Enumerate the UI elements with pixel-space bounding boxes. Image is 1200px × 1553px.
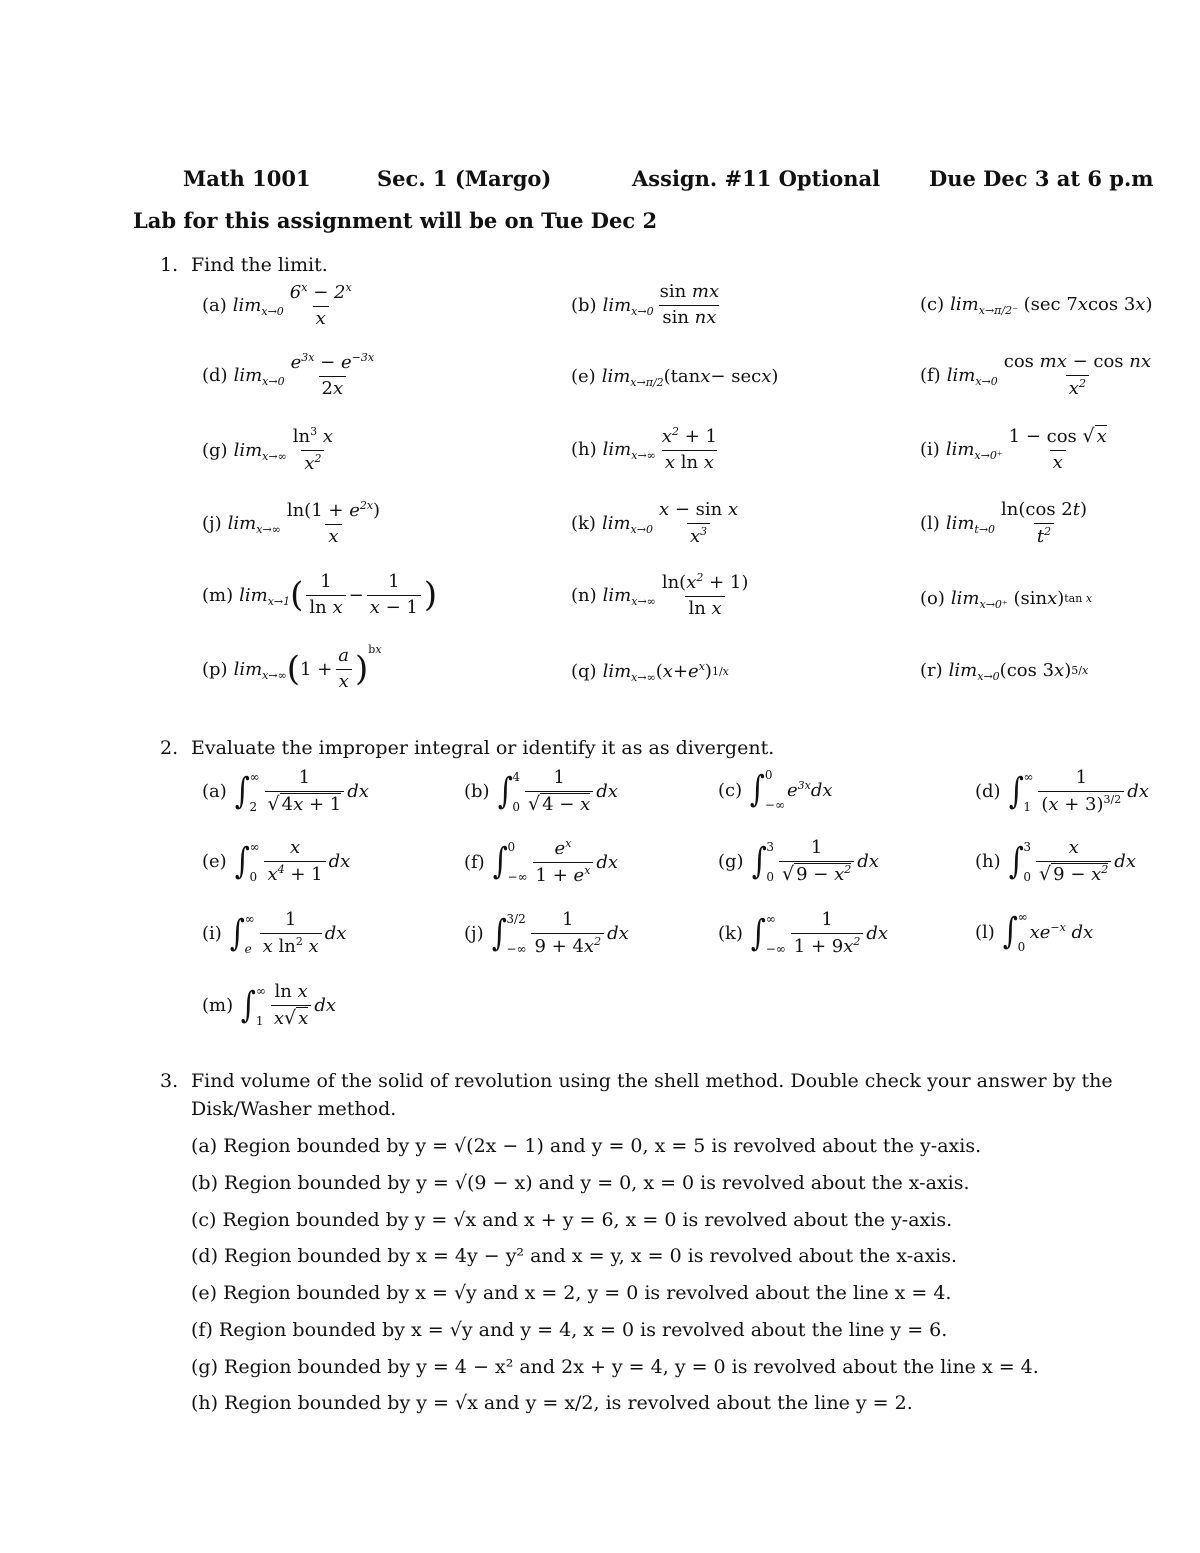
q1-part-c: (c) lim x→π/2⁻ (sec 7 x cos 3 x ) [920, 294, 1153, 317]
q1-part-h: (h) lim x→∞ $\frac{x^2 + 1}{\text{x ln x}}$ [571, 425, 717, 473]
q1-part-e: (e) lim x→π/2 (tan x − sec x ) [571, 366, 779, 389]
q3-number: 3. [160, 1070, 179, 1092]
q1-prompt: Find the limit. [191, 254, 328, 276]
q2-part-d: (d) ∫ ∞ 1 $\frac{1}{(x + 3)^{3/2}}$ dx [975, 767, 1149, 815]
q1-part-r: (r) lim x→0 (cos 3 x ) 5/x [920, 660, 1089, 683]
q3-part-a: (a) Region bounded by y = √(2x − 1) and y = 0, x = 5 is revolved about the y-axis. [191, 1135, 982, 1157]
q3-part-d: (d) Region bounded by x = 4y − y² and x = y, x = 0 is revolved about the x-axis. [191, 1245, 958, 1267]
q2-part-f: (f) ∫ 0 −∞ $\frac{e^x}{1 + e^x}$ dx [464, 837, 619, 886]
q1-part-f: (f) lim x→0 $\frac{\text{cos mx − cos nx}}{x^2}$ [920, 351, 1152, 399]
q2-prompt: Evaluate the improper integral or identify it as as divergent. [191, 737, 775, 759]
q1-part-p: (p) lim x→∞ ( 1 + $\frac{a}{x}$ ) $^{bx}$ [202, 642, 382, 692]
q2-part-g: (g) ∫ 3 0 $\frac{1}{√ 9 - x^2}$ dx [718, 837, 879, 885]
q2-part-h: (h) ∫ 3 0 $\frac{x}{√ 9 - x^2}$ dx [975, 837, 1136, 885]
q1-part-d: (d) lim x→0 $\frac{e^{3x} - e^{-3x}}{2x}$ [202, 351, 375, 399]
q1-part-l: (l) lim t→0 $\frac{\ln(\cos 2t)}{t^2}$ [920, 499, 1088, 547]
q3-part-c: (c) Region bounded by y = √x and x + y = 6, x = 0 is revolved about the y-axis. [191, 1209, 953, 1231]
q2-part-k: (k) ∫ ∞ −∞ $\frac{1}{1 + 9x^2}$ dx [718, 909, 889, 957]
q2-part-a: (a) ∫ ∞ 2 $\frac{1}{√ 4x + 1}$ dx [202, 767, 369, 815]
lab-note: Lab for this assignment will be on Tue Dec 2 [133, 208, 658, 233]
assignment-label: Assign. #11 Optional [632, 166, 881, 191]
q1-part-a: (a) lim x→0 $\frac{6^x - 2^x}{x}$ [202, 281, 352, 329]
q2-number: 2. [160, 737, 179, 759]
q2-part-i: (i) ∫ ∞ e $\frac{1}{x \ln^2 x}$ dx [202, 909, 347, 957]
q2-part-j: (j) ∫ 3/2 −∞ $\frac{1}{9 + 4x^2}$ dx [464, 909, 629, 957]
q1-part-b: (b) lim x→0 $\frac{\text{sin mx}}{\text{sin nx}}$ [571, 281, 720, 328]
q3-part-e: (e) Region bounded by x = √y and x = 2, y = 0 is revolved about the line x = 4. [191, 1282, 952, 1304]
q3-prompt-line2: Disk/Washer method. [191, 1098, 397, 1120]
course-title: Math 1001 [183, 166, 311, 191]
q3-part-g: (g) Region bounded by y = 4 − x² and 2x + y = 4, y = 0 is revolved about the line x = 4. [191, 1356, 1039, 1378]
q1-part-n: (n) lim x→∞ $\frac{\ln(x^2 + 1)}{\text{ln x}}$ [571, 571, 749, 619]
q1-part-q: (q) lim x→∞ ( x + $e^x$ ) 1/x [571, 660, 729, 684]
section-label: Sec. 1 (Margo) [377, 166, 552, 191]
q3-part-f: (f) Region bounded by x = √y and y = 4, x = 0 is revolved about the line y = 6. [191, 1319, 948, 1341]
q1-part-k: (k) lim x→0 $\frac{\text{x − sin x}}{x^3}$ [571, 499, 739, 547]
q2-part-l: (l) ∫ ∞ 0 $xe^{-x}$ dx [975, 910, 1094, 954]
due-date: Due Dec 3 at 6 p.m [929, 166, 1154, 191]
q2-part-c: (c) ∫ 0 −∞ $e^{3x}dx$ [718, 768, 833, 812]
q3-part-b: (b) Region bounded by y = √(9 − x) and y = 0, x = 0 is revolved about the x-axis. [191, 1172, 970, 1194]
q2-part-e: (e) ∫ ∞ 0 $\frac{x}{x^4 + 1}$ dx [202, 837, 351, 885]
q1-part-j: (j) lim x→∞ $\frac{\ln(1 + e^{2x})}{x}$ [202, 499, 381, 547]
q2-part-b: (b) ∫ 4 0 $\frac{1}{√ 4 - x}$ dx [464, 767, 618, 815]
q1-part-g: (g) lim x→∞ $\frac{\ln^3 x}{x^2}$ [202, 425, 334, 474]
q1-part-m: (m) lim x→1 ( $\frac{1}{\text{ln x}}$ − $\frac{1}{x - 1}$ ) [202, 571, 438, 618]
q3-prompt-line1: Find volume of the solid of revolution using the shell method. Double check your answer by the [191, 1070, 1113, 1092]
q1-part-i: (i) lim x→0⁺ $\frac{1 - \cos √ x}{x}$ [920, 425, 1107, 473]
q1-part-o: (o) lim x→0⁺ (sin x ) tan x [920, 588, 1093, 611]
q3-part-h: (h) Region bounded by y = √x and y = x/2, is revolved about the line y = 2. [191, 1392, 913, 1414]
q1-number: 1. [160, 254, 179, 276]
q2-part-m: (m) ∫ ∞ 1 $\frac{\text{ln x}}{x√ x}$ dx [202, 981, 336, 1029]
